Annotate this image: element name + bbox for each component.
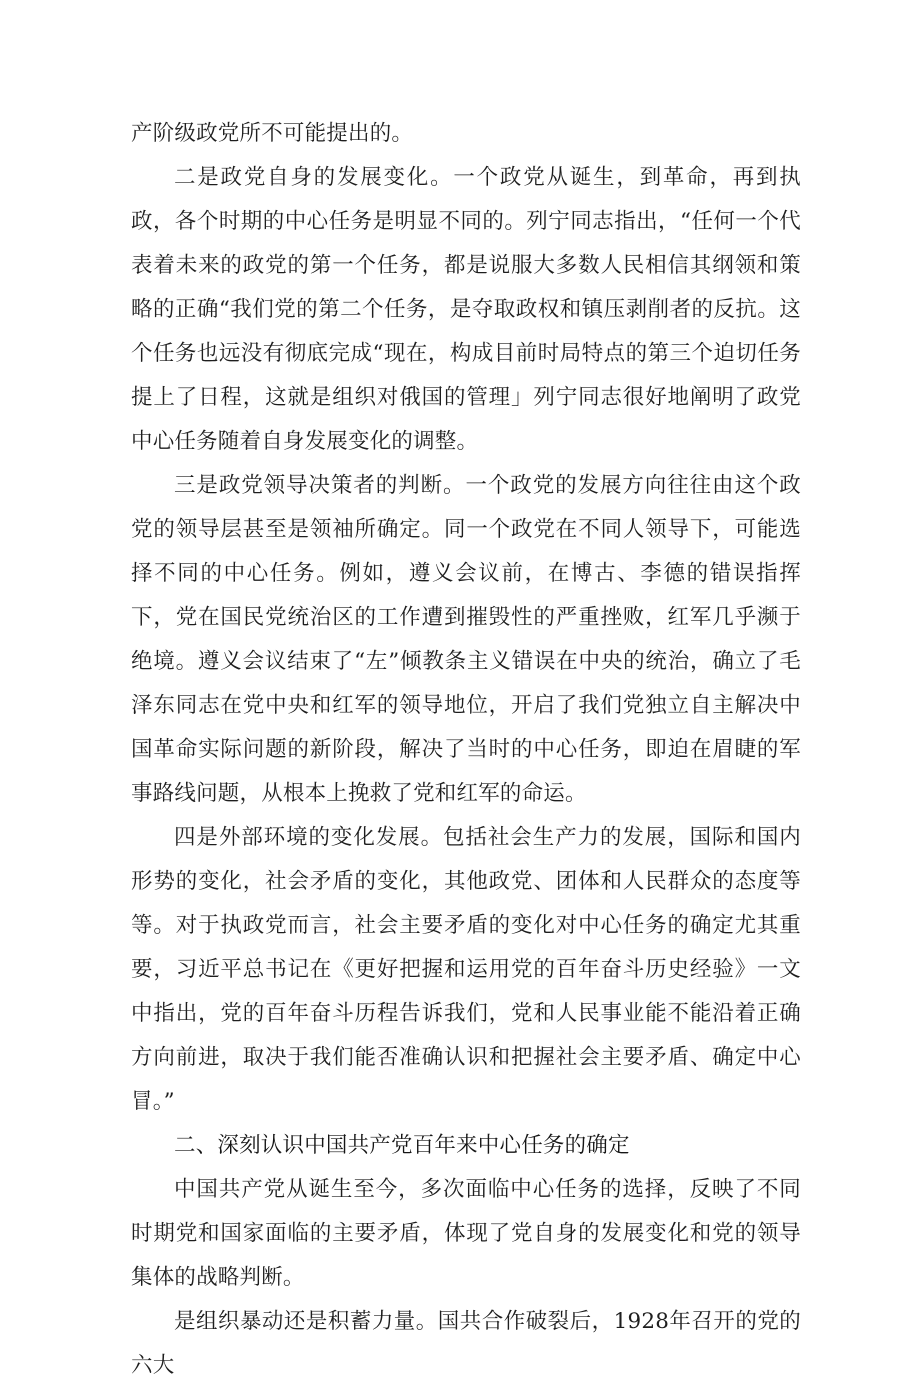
document-body [131, 112, 801, 1388]
paragraph-continuation: 产阶级政党所不可能提出的。 [131, 121, 414, 146]
paragraph-external-environment: 四是外部环境的变化发展。包括社会生产力的发展，国际和国内形势的变化，社会矛盾的变化，其他政党、团体和人民群众的态度等等。对于执政党而言，社会主要矛盾的变化对中心任务的确定尤其重要，习近平总书记在《更好把握和运用党的百年奋斗历史经验》一文中指出，党的百年奋斗历程告诉我们，党和人民事业能不能沿着正确方向前进，取决于我们能否准确认识和把握社会主要矛盾、确定中心冒。” [131, 825, 801, 1114]
paragraph-party-development: 二是政党自身的发展变化。一个政党从诞生，到革命，再到执政，各个时期的中心任务是明显不同的。列宁同志指出，“任何一个代表着未来的政党的第一个任务，都是说服大多数人民相信其纲领和策略的正确“我们党的第二个任务，是夺取政权和镇压剥削者的反抗。这个任务也远没有彻底完成“现在，构成目前时局特点的第三个迫切任务提上了日程，这就是组织对俄国的管理」列宁同志很好地阐明了政党中心任务随着自身发展变化的调整。 [131, 165, 801, 454]
section-heading: 二、深刻认识中国共产党百年来中心任务的确定 [174, 1133, 630, 1158]
paragraph-leadership-judgment: 三是政党领导决策者的判断。一个政党的发展方向往往由这个政党的领导层甚至是领袖所确定。同一个政党在不同人领导下，可能选择不同的中心任务。例如，遵义会议前，在博古、李德的错误指挥下，党在国民党统治区的工作遭到摧毁性的严重挫败，红军几乎濒于绝境。遵义会议结束了“左”倾教条主义错误在中央的统治，确立了毛泽东同志在党中央和红军的领导地位，开启了我们党独立自主解决中国革命实际问题的新阶段，解决了当时的中心任务，即迫在眉睫的军事路线问题，从根本上挽救了党和红军的命运。 [131, 473, 801, 806]
paragraph-uprising-or-strength: 是组织暴动还是积蓄力量。国共合作破裂后，1928年召开的党的六大 [131, 1309, 801, 1378]
paragraph-central-tasks-intro: 中国共产党从诞生至今，多次面临中心任务的选择，反映了不同时期党和国家面临的主要矛盾，体现了党自身的发展变化和党的领导集体的战略判断。 [131, 1177, 801, 1290]
